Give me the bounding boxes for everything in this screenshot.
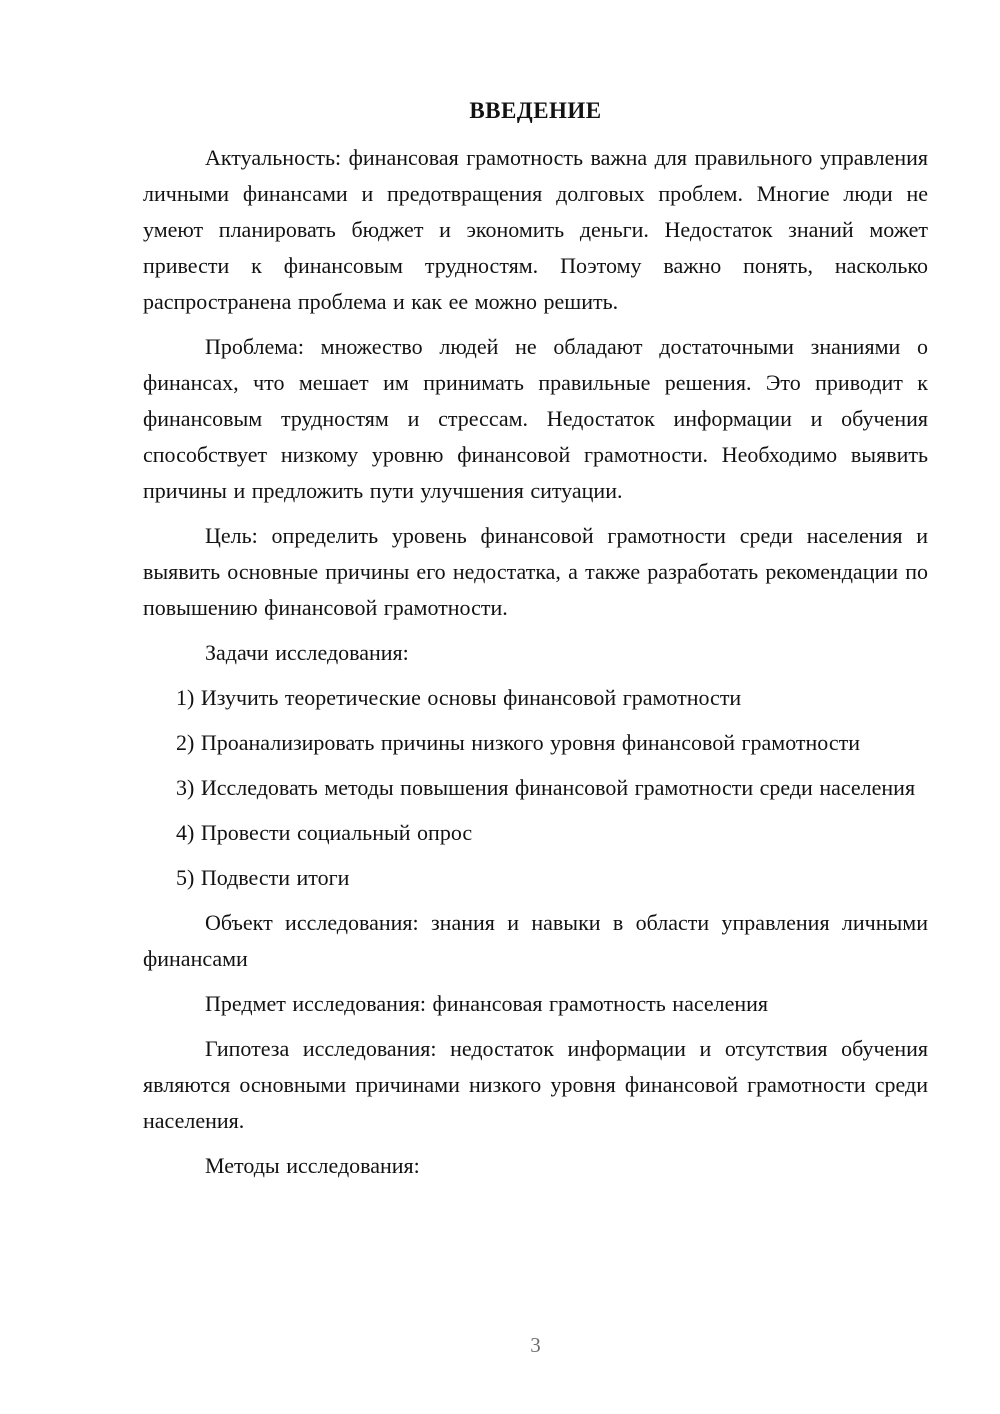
paragraph-hypothesis: Гипотеза исследования: недостаток информации и отсутствия обучения являются основными причинами низкого уровня финансовой грамотности среди населения. (143, 1036, 928, 1133)
task-item-4: 4) Провести социальный опрос (176, 820, 473, 845)
paragraph-object: Объект исследования: знания и навыки в области управления личными финансами (143, 910, 928, 971)
page-title: ВВЕДЕНИЕ (469, 98, 602, 123)
task-item-3: 3) Исследовать методы повышения финансовой грамотности среди населения (176, 775, 916, 800)
tasks-heading: Задачи исследования: (205, 640, 409, 665)
paragraph-subject: Предмет исследования: финансовая грамотность населения (205, 991, 769, 1016)
task-item-5: 5) Подвести итоги (176, 865, 350, 890)
page-number: 3 (530, 1333, 541, 1357)
paragraph-relevance: Актуальность: финансовая грамотность важна для правильного управления личными финансами и предотвращения долговых проблем. Многие люди не умеют планировать бюджет и экономить деньги. Недостаток знаний может привести к финансовым трудностям. Поэтому важно понять, насколько распространена проблема и как ее можно решить. (143, 145, 928, 314)
paragraph-goal: Цель: определить уровень финансовой грамотности среди населения и выявить основные причины его недостатка, а также разработать рекомендации по повышению финансовой грамотности. (143, 523, 928, 620)
paragraph-problem: Проблема: множество людей не обладают достаточными знаниями о финансах, что мешает им принимать правильные решения. Это приводит к финансовым трудностям и стрессам. Недостаток информации и обучения способствует низкому уровню финансовой грамотности. Необходимо выявить причины и предложить пути улучшения ситуации. (143, 334, 928, 503)
task-item-1: 1) Изучить теоретические основы финансовой грамотности (176, 685, 742, 710)
methods-heading: Методы исследования: (205, 1153, 420, 1178)
task-item-2: 2) Проанализировать причины низкого уровня финансовой грамотности (176, 730, 860, 755)
